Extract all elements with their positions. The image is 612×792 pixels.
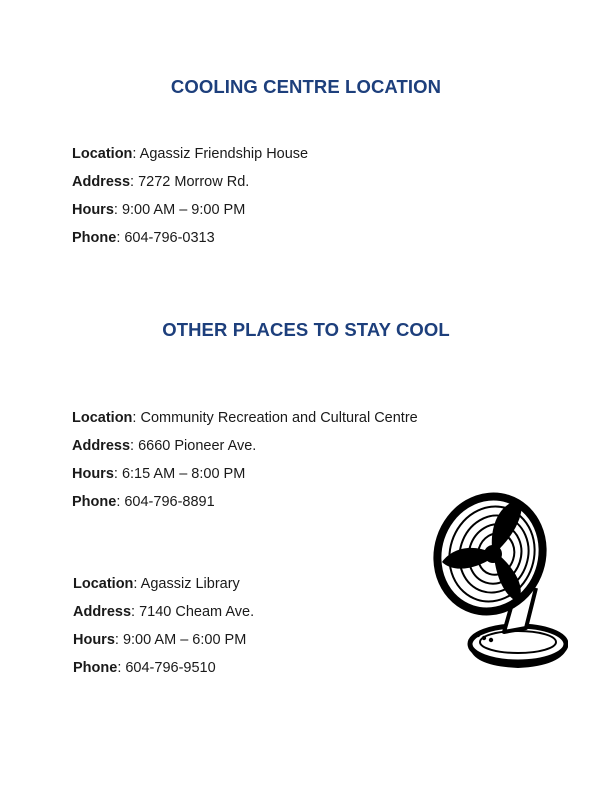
- phone-line: [73, 659, 254, 687]
- hours-line: [72, 201, 308, 229]
- location-label: Location: [72, 410, 133, 426]
- address-label: Address: [72, 438, 131, 454]
- address-value: : 7272 Morrow Rd.: [130, 174, 250, 190]
- hours-label: Hours: [72, 466, 114, 482]
- phone-value: : 604-796-9510: [117, 660, 216, 676]
- phone-value: : 604-796-0313: [116, 230, 215, 246]
- address-value: : 6660 Pioneer Ave.: [130, 438, 257, 454]
- phone-value: : 604-796-8891: [116, 494, 215, 510]
- hours-label: Hours: [72, 202, 114, 218]
- phone-label: Phone: [72, 494, 117, 510]
- hours-label: Hours: [73, 632, 115, 648]
- place-recreation-centre: [72, 409, 418, 521]
- address-label: Address: [73, 604, 132, 620]
- cooling-centre-heading: COOLING CENTRE LOCATION: [170, 76, 442, 97]
- hours-line: [72, 465, 418, 493]
- address-line: [72, 437, 418, 465]
- desk-fan-icon: [432, 492, 568, 668]
- phone-label: Phone: [73, 660, 118, 676]
- location-line: [73, 575, 254, 603]
- phone-label: Phone: [72, 230, 117, 246]
- cooling-centre-details: [72, 145, 308, 257]
- hours-value: : 6:15 AM – 8:00 PM: [113, 466, 246, 482]
- address-line: [72, 173, 308, 201]
- phone-line: [72, 229, 308, 257]
- place-library: [73, 575, 254, 687]
- other-places-heading: OTHER PLACES TO STAY COOL: [162, 319, 450, 340]
- phone-line: [72, 493, 418, 521]
- address-line: [73, 603, 254, 631]
- location-label: Location: [72, 146, 133, 162]
- location-value: : Agassiz Library: [133, 576, 240, 592]
- hours-line: [73, 631, 254, 659]
- location-value: : Agassiz Friendship House: [132, 146, 309, 162]
- location-line: [72, 409, 418, 437]
- hours-value: : 9:00 AM – 9:00 PM: [113, 202, 246, 218]
- hours-value: : 9:00 AM – 6:00 PM: [114, 632, 247, 648]
- location-line: [72, 145, 308, 173]
- location-value: : Community Recreation and Cultural Centre: [132, 410, 418, 426]
- location-label: Location: [73, 576, 134, 592]
- address-label: Address: [72, 174, 131, 190]
- address-value: : 7140 Cheam Ave.: [131, 604, 255, 620]
